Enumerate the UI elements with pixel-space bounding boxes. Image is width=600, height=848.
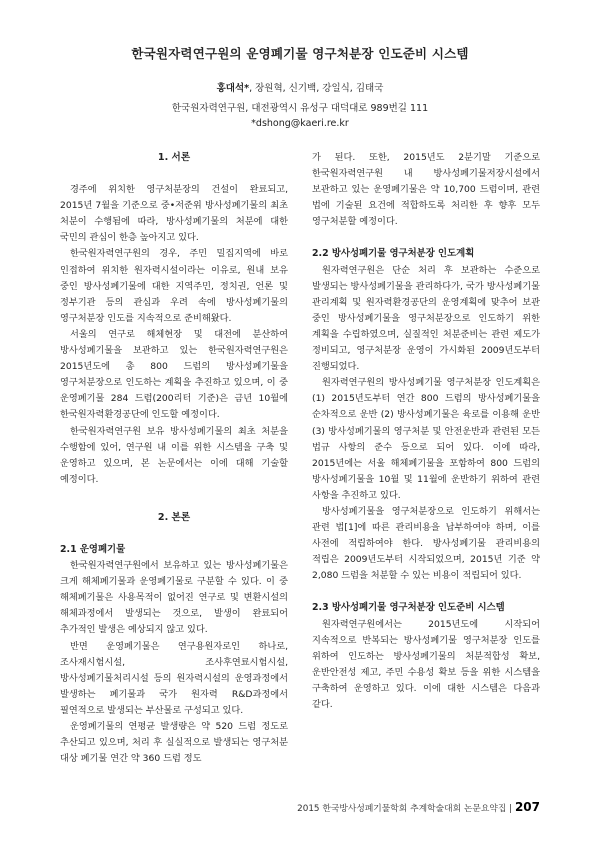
paragraph: 한국원자력연구원 보유 방사성폐기물의 최초 처분을 수행함에 있어, 연구원 내 이를 위한 시스템을 구축 및 운영하고 있으며, 본 논문에서는 이에 대해 기술할 예정이다.	[60, 425, 288, 485]
paper-title: 한국원자력연구원의 운영폐기물 영구처분장 인도준비 시스템	[131, 46, 469, 61]
paragraph: 서울의 연구로 해체현장 및 대전에 분산하여 방사성폐기물을 보관하고 있는 한국원자력연구원은 2015년도에 총 800 드럼의 방사성폐기물을 영구처분장으로 인도하는 계획을 추진하고 있으며, 이 중 운영폐기물 284 드럼(200리터 기준)은 금년 10월에 한국원자력환경공단에 인도할 예정이다.	[60, 328, 288, 421]
paragraph: 반면 운영폐기물은 연구용원자로인 하나로, 조사재시험시설, 조사후연료시험시설, 방사성폐기물처리시설 등의 원자력시설의 운영과정에서 발생하는 폐기물과 국가 원자력 R&D과정에서 필연적으로 발생되는 부산물로 구성되고 있다.	[60, 640, 288, 716]
left-column	[60, 150, 288, 767]
paragraph: 운영폐기물의 연평균 발생량은 약 520 드럼 정도로 추산되고 있으며, 처리 후 실실적으로 발생되는 영구처분 대상 폐기물 연간 약 360 드럼 정도	[60, 721, 288, 765]
subsection-heading-2-2: 2.2 방사성폐기물 영구처분장 인도계획	[312, 248, 475, 260]
lead-author: 홍대석	[216, 83, 245, 94]
subsection-heading-2-1: 2.1 운영폐기물	[60, 543, 126, 555]
paragraph: 원자력연구원의 방사성폐기물 영구처분장 인도계획은 (1) 2015년도부터 연간 800 드럼의 방사성폐기물을 순차적으로 운반 (2) 방사성폐기물은 육로를 이용해 운반 (3) 방사성폐기물의 영구처분 및 안전운반과 관련된 모든 법규 사항의 준수 등으로 되어 있다. 이에 따라, 2015년에는 서울 해체폐기물을 포함하여 800 드럼의 방사성폐기물을 10월 및 11월에 운반하기 위하여 관련 사항을 추진하고 있다.	[312, 377, 540, 501]
corresponding-mark: *	[244, 83, 250, 94]
footer-text: 2015 한국방사성폐기물학회 추계학술대회 논문요약집	[297, 804, 510, 814]
paragraph: 한국원자력연구원의 경우, 주민 밀집지역에 바로 인접하여 위치한 원자력시설이라는 이유로, 원내 보유 중인 방사성폐기물에 대한 지역주민, 정치권, 언론 및 정부기관 등의 관심과 우려 속에 방사성폐기물의 영구처분장 인도를 지속적으로 준비해왔다.	[60, 248, 288, 324]
right-column	[312, 150, 540, 713]
paragraph: 한국원자력연구원에서 보유하고 있는 방사성폐기물은 크게 해체폐기물과 운영폐기물로 구분할 수 있다. 이 중 해체폐기물은 사용목적이 없어진 연구로 및 변환시설의 해체과정에서 발생되는 것으로, 발생이 완료되어 추가적인 발생은 예상되지 않고 있다.	[60, 560, 288, 636]
section-heading-introduction: 1. 서론	[157, 152, 191, 163]
page-footer: 2015 한국방사성폐기물학회 추계학술대회 논문요약집 | 207	[297, 800, 540, 814]
paragraph: 원자력연구원에서는 2015년도에 시작되어 지속적으로 반복되는 방사성폐기물 영구처분장 인도를 위하여 인도하는 방사성폐기물의 처분적합성 확보, 운반안전성 제고, 주민 수용성 확보 등을 위한 시스템을 구축하여 운영하고 있다. 이에 대한 시스템은 다음과 같다.	[312, 618, 540, 710]
subsection-heading-2-3: 2.3 방사성폐기물 영구처분장 인도준비 시스템	[312, 602, 505, 614]
page-number: 207	[514, 800, 540, 814]
affiliation: 한국원자력연구원, 대전광역시 유성구 대덕대로 989번길 111	[171, 103, 429, 114]
paragraph: 원자력연구원은 단순 처리 후 보관하는 수준으로 발생되는 방사성폐기물을 관리하다가, 국가 방사성폐기물 관리계획 및 원자력환경공단의 운영계획에 맞추어 보관 중인 방사성폐기물을 영구처분장으로 인도하기 위한 계획을 수립하였으며, 실질적인 처분준비는 관련 제도가 정비되고, 영구처분장 운영이 가시화된 2009년도부터 진행되었다.	[312, 264, 540, 373]
author-line	[0, 80, 600, 94]
email: *dshong@kaeri.re.kr	[251, 118, 349, 129]
paragraph: 가 된다. 또한, 2015년도 2분기말 기준으로 한국원자력연구원 내 방사성폐기물저장시설에서 보관하고 있는 운영폐기물은 약 10,700 드럼이며, 관련 법에 기술된 요건에 적합하도록 처리한 후 향후 모두 영구처분할 예정이다.	[312, 152, 540, 228]
co-authors: , 장원혁, 신기백, 강일식, 김태국	[249, 83, 384, 94]
paragraph: 방사성폐기물을 영구처분장으로 인도하기 위해서는 관련 법[1]에 따른 관리비용을 납부하여야 하며, 이를 사전에 적립하여야 한다. 방사성폐기물 관리비용의 적립은 2009년도부터 시작되었으며, 2015년 기준 약 2,080 드럼을 처분할 수 있는 비용이 적립되어 있다.	[312, 505, 540, 582]
section-heading-body: 2. 본론	[157, 511, 191, 523]
paragraph: 경주에 위치한 영구처분장의 건설이 완료되고, 2015년 7월을 기준으로 중•저준위 방사성폐기물의 최초 처분이 수행됨에 따라, 방사성폐기물의 처분에 대한 국민의 관심이 한층 높아지고 있다.	[60, 184, 288, 244]
